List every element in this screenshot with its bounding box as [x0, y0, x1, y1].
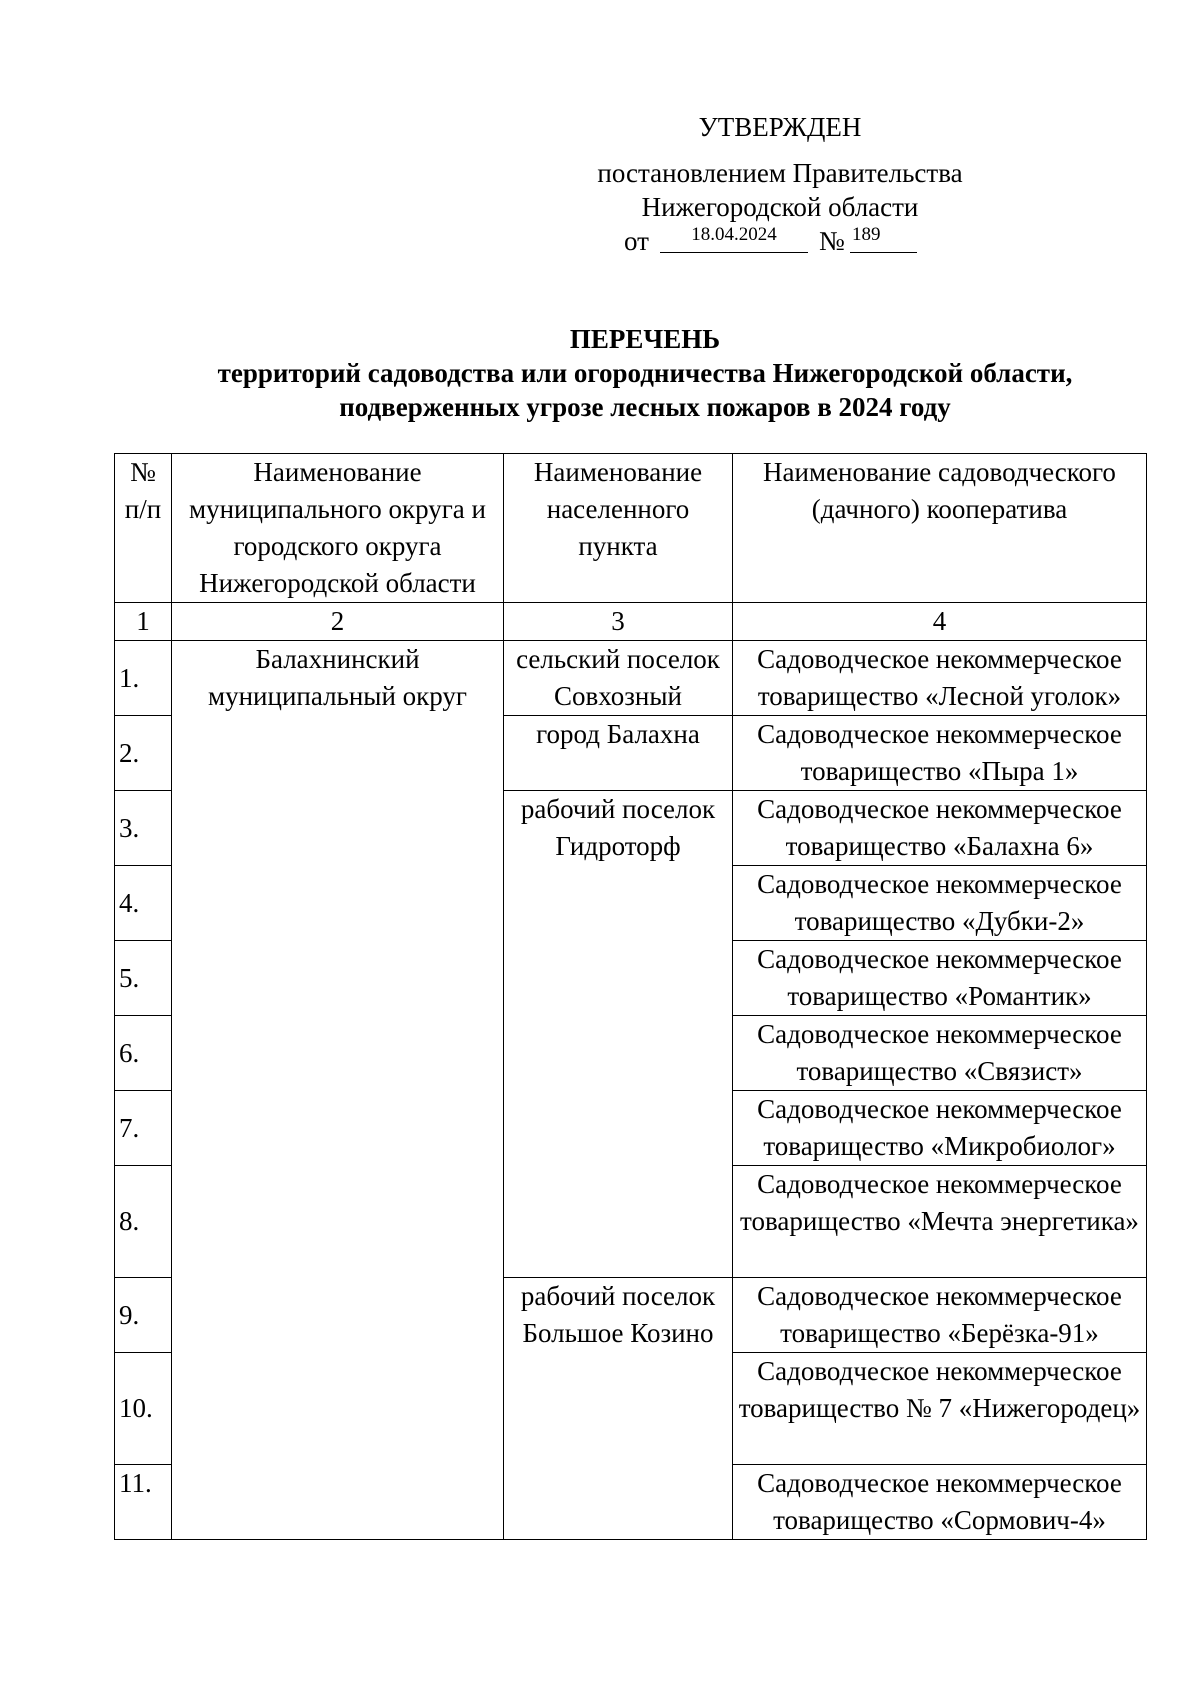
title-line-2: подверженных угрозе лесных пожаров в 2024 году: [339, 392, 951, 422]
table-row: [115, 641, 1147, 716]
column-number-1: 1: [115, 603, 172, 641]
settlement-name: сельский поселок Совхозный: [504, 641, 733, 716]
title-line-1: территорий садоводства или огородничества Нижегородской области,: [217, 358, 1073, 388]
cooperative-name: Садоводческое некоммерческое товарищество «Мечта энергетика»: [733, 1166, 1147, 1278]
district-name: Балахнинский муниципальный округ: [172, 641, 504, 1540]
cooperative-name: Садоводческое некоммерческое товарищество «Берёзка-91»: [733, 1278, 1147, 1353]
table-header-row: [115, 454, 1147, 603]
approval-block: [560, 110, 1000, 258]
approval-line-2: Нижегородской области: [641, 192, 919, 222]
header-cooperative: Наименование садоводческого (дачного) кооператива: [733, 454, 1147, 603]
document-title: [0, 322, 1200, 424]
row-number: 5.: [115, 941, 172, 1016]
settlement-name: город Балахна: [504, 716, 733, 791]
header-number: № п/п: [115, 454, 172, 603]
column-numbers-row: [115, 603, 1147, 641]
column-number-4: 4: [733, 603, 1147, 641]
decree-date: 18.04.2024: [660, 224, 808, 253]
approval-date-line: [560, 224, 1000, 258]
approved-label: УТВЕРЖДЕН: [698, 112, 862, 142]
cooperative-name: Садоводческое некоммерческое товарищество «Сормович-4»: [733, 1465, 1147, 1540]
row-number: 3.: [115, 791, 172, 866]
row-number: 1.: [115, 641, 172, 716]
row-number: 9.: [115, 1278, 172, 1353]
cooperative-name: Садоводческое некоммерческое товарищество «Пыра 1»: [733, 716, 1147, 791]
approval-line-1: постановлением Правительства: [597, 158, 963, 188]
row-number: 4.: [115, 866, 172, 941]
column-number-2: 2: [172, 603, 504, 641]
row-number: 2.: [115, 716, 172, 791]
cooperative-name: Садоводческое некоммерческое товарищество «Дубки-2»: [733, 866, 1147, 941]
cooperative-name: Садоводческое некоммерческое товарищество «Балахна 6»: [733, 791, 1147, 866]
title-heading: ПЕРЕЧЕНЬ: [569, 324, 721, 354]
settlement-name: рабочий поселок Гидроторф: [504, 791, 733, 1278]
cooperative-name: Садоводческое некоммерческое товарищество «Романтик»: [733, 941, 1147, 1016]
cooperative-name: Садоводческое некоммерческое товарищество «Лесной уголок»: [733, 641, 1147, 716]
header-settlement: Наименование населенного пункта: [504, 454, 733, 603]
header-district: Наименование муниципального округа и городского округа Нижегородской области: [172, 454, 504, 603]
row-number: 11.: [115, 1465, 172, 1540]
row-number: 6.: [115, 1016, 172, 1091]
row-number: 8.: [115, 1166, 172, 1278]
number-label: №: [819, 226, 845, 256]
row-number: 10.: [115, 1353, 172, 1465]
decree-number: 189: [850, 224, 917, 253]
territories-table: [114, 453, 1147, 1540]
column-number-3: 3: [504, 603, 733, 641]
cooperative-name: Садоводческое некоммерческое товарищество «Микробиолог»: [733, 1091, 1147, 1166]
from-label: от: [624, 226, 649, 256]
cooperative-name: Садоводческое некоммерческое товарищество № 7 «Нижегородец»: [733, 1353, 1147, 1465]
settlement-name: рабочий поселок Большое Козино: [504, 1278, 733, 1540]
cooperative-name: Садоводческое некоммерческое товарищество «Связист»: [733, 1016, 1147, 1091]
row-number: 7.: [115, 1091, 172, 1166]
